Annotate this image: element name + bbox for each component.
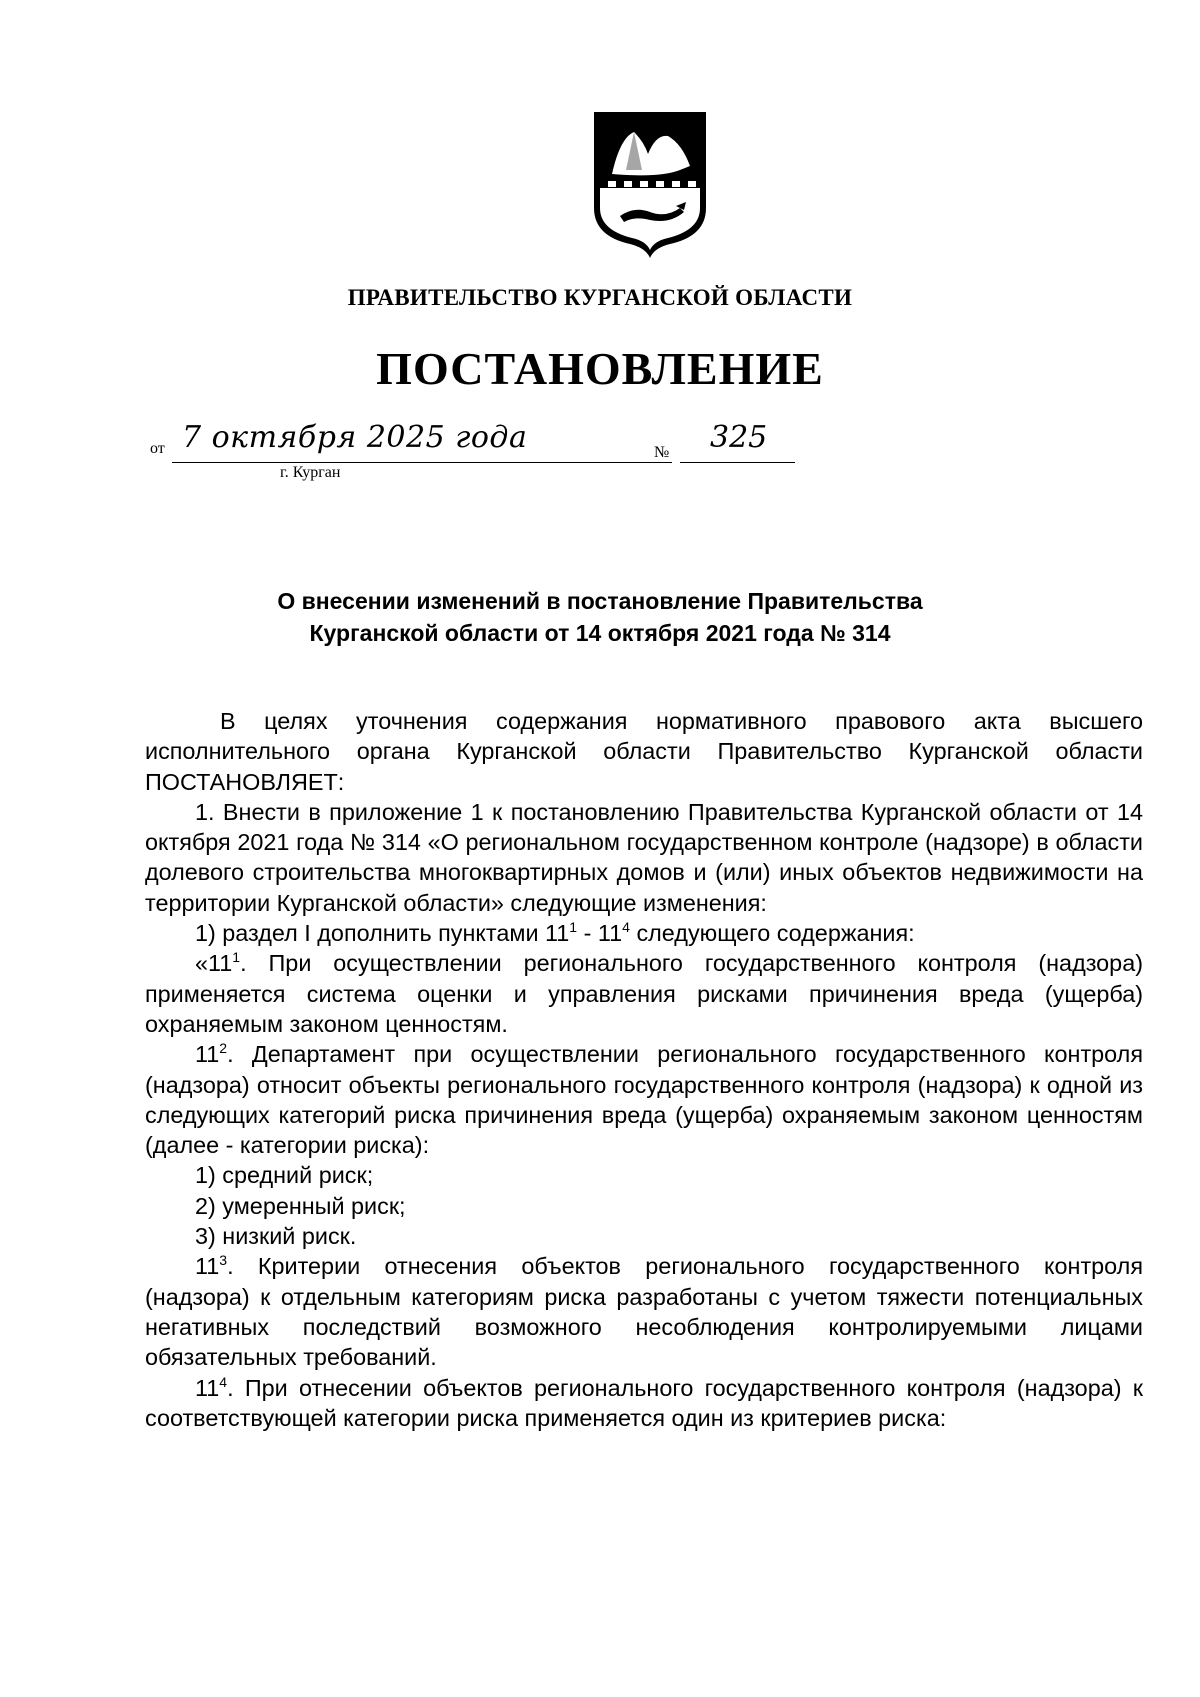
- paragraph-11-3: $11^3$. Критерии отнесения объектов регионального государственного контроля (надзора) к отдельным категориям риска разработаны с учетом тяжести потенциальных негативных последствий возможного несоблюдения контролируемыми лицами обязательных требований.: [145, 1252, 1143, 1371]
- date-prefix: от: [150, 440, 165, 457]
- organization-name: ПРАВИТЕЛЬСТВО КУРГАНСКОЙ ОБЛАСТИ: [347, 285, 853, 310]
- risk-item-2: 2) умеренный риск;: [195, 1192, 406, 1219]
- document-type-title: ПОСТАНОВЛЕНИЕ: [376, 343, 824, 394]
- coat-of-arms-emblem: [590, 108, 710, 258]
- date-number-line: [150, 420, 768, 481]
- paragraph-11-4: $11^4$. При отнесении объектов регионального государственного контроля (надзора) к соответствующей категории риска применяется один из критериев риска:: [145, 1373, 1143, 1431]
- subject-line-1: О внесении изменений в постановление Правительства: [277, 588, 923, 614]
- handwritten-date: 7 октября 2025 года: [182, 420, 528, 455]
- number-underline: [680, 462, 795, 463]
- risk-item-1: 1) средний риск;: [195, 1162, 374, 1189]
- subject-line-2: Курганской области от 14 октября 2021 года № 314: [309, 620, 891, 646]
- paragraph-11-1: «$11^1$. При осуществлении регионального государственного контроля (надзора) применяется система оценки и управления рисками причинения вреда (ущерба) охраняемым законом ценностям.: [145, 949, 1143, 1037]
- city-label: г. Курган: [280, 464, 341, 481]
- paragraph-1: 1. Внести в приложение 1 к постановлению Правительства Курганской области от 14 октября 2021 года № 314 «О региональном государственном контроле (надзоре) в области долевого строительства многоквартирных домов и (или) иных объектов недвижимости на территории Курганской области» следующие изменения:: [145, 798, 1143, 916]
- date-underline: [172, 462, 672, 463]
- document-body: [145, 706, 1143, 1433]
- risk-item-3: 3) низкий риск.: [195, 1223, 357, 1250]
- number-label: №: [654, 444, 670, 461]
- paragraph-2: 1) раздел I дополнить пунктами $11^1 - 11^4$ следующего содержания:: [195, 919, 915, 947]
- handwritten-number: 325: [710, 420, 768, 455]
- paragraph-11-2: $11^2$. Департамент при осуществлении регионального государственного контроля (надзора) относит объекты регионального государственного контроля (надзора) к одной из следующих категорий риска причинения вреда (ущерба) охраняемым законом ценностям (далее - категории риска):: [145, 1040, 1143, 1159]
- intro-paragraph: В целях уточнения содержания нормативного правового акта высшего исполнительного органа Курганской области Правительство Курганской области ПОСТАНОВЛЯЕТ:: [145, 708, 1143, 795]
- document-subject: [0, 585, 1200, 649]
